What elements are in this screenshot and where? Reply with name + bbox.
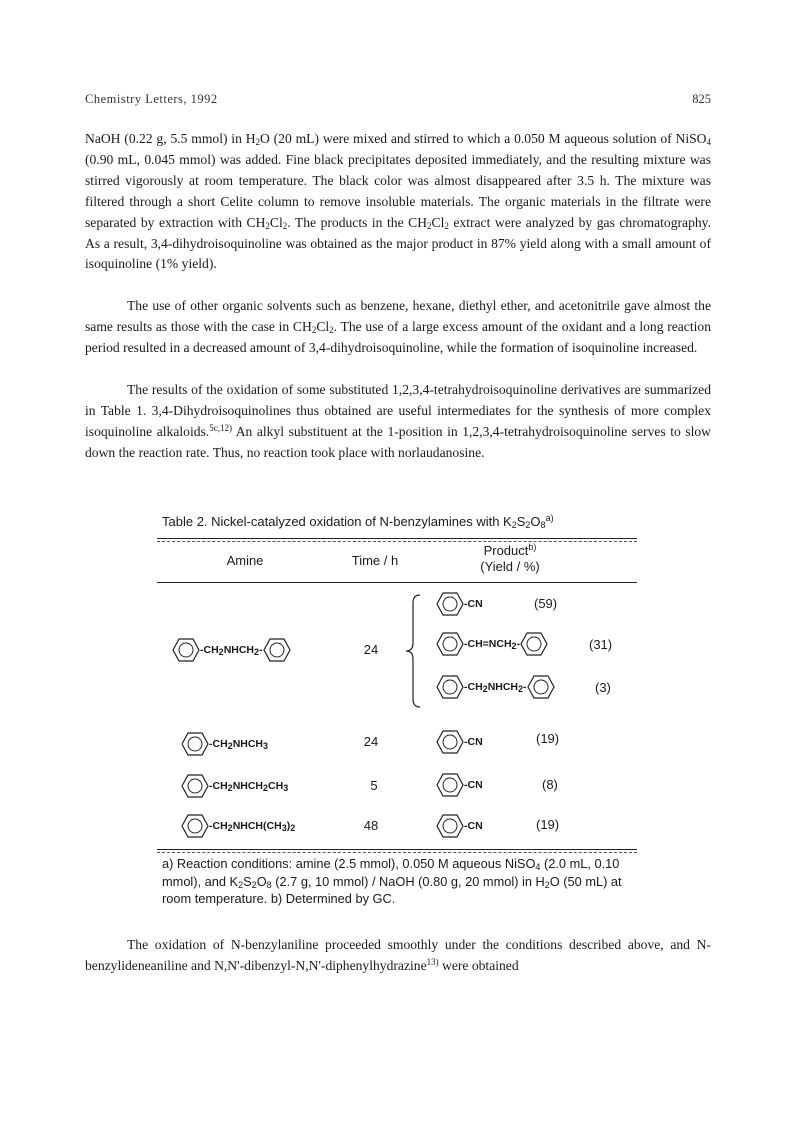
product-label: -CN (464, 598, 483, 610)
text-run: -CH (200, 644, 219, 656)
body-paragraph (85, 129, 711, 275)
subscript: 2 (525, 520, 531, 530)
subscript: 4 (535, 862, 541, 872)
text-run: ) (286, 820, 291, 832)
text-run: NHCH (232, 780, 264, 792)
table-footnotes (162, 855, 642, 908)
text-run: extract were analyzed by gas chromatography. As a result, 3,4-dihydroisoquinoline was obtained as the major product in 87% yield along with a small amount of isoquinoline (1% yield). (85, 214, 711, 272)
table-top-rule (157, 541, 637, 542)
text-run: - (259, 644, 263, 656)
benzene-ring-icon (436, 771, 464, 799)
subscript: 2 (254, 647, 260, 657)
benzene-ring-icon (263, 636, 291, 664)
reference-superscript: 5c,12) (209, 422, 232, 433)
amine-structure (181, 730, 268, 758)
header-yield-label: (Yield / %) (480, 559, 540, 574)
table-header-rule (157, 582, 637, 583)
text-run: S (516, 514, 526, 529)
subscript: 2 (251, 879, 257, 890)
text-run: NHCH (232, 738, 264, 750)
product-structure (436, 812, 483, 840)
benzene-ring-icon (181, 730, 209, 758)
text-run: NHCH (223, 644, 255, 656)
text-run: were obtained (438, 957, 519, 973)
subscript: 2 (511, 520, 517, 530)
subscript: 2 (290, 823, 296, 833)
subscript: 8 (266, 879, 272, 890)
reaction-time: 5 (370, 778, 378, 793)
subscript: 2 (427, 220, 432, 231)
text-run: O (50 mL) at room temperature. b) Determined by GC. (162, 873, 622, 906)
text-run: -CH (209, 780, 228, 792)
subscript: 2 (282, 220, 288, 231)
text-run: (2.0 mL, 0.10 mmol), and K (162, 856, 620, 889)
table-top-rule (157, 538, 637, 539)
text-run: NaOH (0.22 g, 5.5 mmol) in H (85, 131, 256, 146)
product-yield: (31) (589, 637, 613, 652)
reaction-time: 48 (363, 818, 379, 833)
subscript: 2 (482, 684, 488, 694)
subscript: 2 (227, 783, 233, 793)
subscript: 2 (263, 783, 269, 793)
text-run: O (530, 514, 541, 529)
text-run: The results of the oxidation of some substituted 1,2,3,4-tetrahydroisoquinoline derivatives are summarized in Table 1. 3,4-Dihydroisoquinolines thus obtained are useful intermediates for the synthesis of more complex isoquinoline alkaloids. (85, 382, 711, 439)
text-run: An alkyl substituent at the 1-position in 1,2,3,4-tetrahydroisoquinoline serves to slow down the reaction rate. Thus, no reaction took place with norlaudanosine. (85, 423, 711, 460)
text-run: Cl (431, 214, 445, 230)
benzene-ring-icon (172, 636, 200, 664)
amine-structure (181, 772, 288, 800)
text-run: O (256, 873, 267, 889)
amine-structure (172, 636, 291, 664)
reaction-time: 24 (363, 734, 379, 749)
reference-superscript: 13) (426, 956, 439, 967)
subscript: 2 (444, 220, 449, 231)
table-bottom-rule (157, 849, 637, 850)
text-run: -CH (209, 738, 228, 750)
subscript: 2 (227, 823, 233, 833)
product-label: -CN (464, 736, 483, 748)
table-bottom-rule (157, 852, 637, 853)
product-structure (436, 728, 483, 756)
reaction-time: 24 (363, 642, 379, 657)
benzene-ring-icon (181, 812, 209, 840)
product-label: -CN (464, 779, 483, 791)
benzene-ring-icon (436, 630, 464, 658)
subscript: 2 (329, 324, 334, 335)
text-run: Table 2. Nickel-catalyzed oxidation of N-benzylamines with K (162, 514, 512, 529)
product-yield: (59) (534, 596, 558, 611)
product-structure (436, 673, 555, 701)
text-run: a) Reaction conditions: amine (2.5 mmol), 0.050 M aqueous NiSO (162, 856, 536, 871)
text-run: S (243, 873, 252, 889)
footnote-marker: a) (545, 513, 554, 523)
text-run: . The products in the CH (287, 214, 428, 230)
page-number: 825 (692, 92, 711, 106)
benzene-ring-icon (527, 673, 555, 701)
amine-label (209, 780, 288, 792)
subscript: 3 (283, 783, 289, 793)
subscript: 2 (227, 741, 233, 751)
product-label: -CN (464, 820, 483, 832)
subscript: 2 (311, 324, 317, 335)
subscript: 2 (265, 220, 270, 231)
product-yield: (8) (542, 777, 558, 792)
subscript: 2 (218, 647, 224, 657)
subscript: 2 (238, 879, 244, 890)
text-run: NHCH (487, 681, 519, 693)
benzene-ring-icon (181, 772, 209, 800)
subscript: 3 (281, 823, 287, 833)
footnote-marker: b) (528, 542, 537, 552)
benzene-ring-icon (436, 812, 464, 840)
benzene-ring-icon (436, 590, 464, 618)
benzene-ring-icon (436, 673, 464, 701)
body-paragraph (85, 380, 711, 464)
header-product-label: Product (483, 543, 529, 558)
amine-label (209, 738, 268, 750)
text-run: -CH (209, 820, 228, 832)
text-run: The oxidation of N-benzylaniline proceeded smoothly under the conditions described above, and N-benzylideneaniline and N,N'-dibenzyl-N,N'-diphenylhydrazine (85, 937, 711, 973)
text-run: (2.7 g, 10 mmol) / NaOH (0.80 g, 20 mmol) in H (271, 873, 545, 889)
text-run: - (516, 638, 521, 650)
product-structure (436, 630, 548, 658)
header-amine: Amine (226, 553, 264, 568)
benzene-ring-icon (436, 728, 464, 756)
table-caption (162, 514, 554, 529)
product-structure (436, 771, 483, 799)
body-paragraph (85, 935, 711, 977)
product-yield: (19) (536, 731, 560, 746)
text-run: -CH=NCH (464, 638, 512, 650)
benzene-ring-icon (520, 630, 548, 658)
subscript: 4 (706, 137, 711, 147)
text-run: - (523, 681, 527, 693)
header-time: Time / h (351, 553, 399, 568)
text-run: . The use of a large excess amount of the oxidant and a long reaction period resulted in a decreased amount of 3,4-dihydroisoquinoline, while the formation of isoquinoline increased. (85, 318, 711, 355)
product-label (464, 638, 520, 650)
text-run: NHCH(CH (232, 820, 282, 832)
subscript: 2 (544, 879, 550, 890)
text-run: -CH (464, 681, 483, 693)
header-product (455, 543, 565, 575)
amine-label (209, 820, 295, 832)
product-yield: (3) (595, 680, 611, 695)
subscript: 2 (518, 684, 524, 694)
amine-structure (181, 812, 295, 840)
product-structure (436, 590, 483, 618)
text-run: CH (268, 780, 284, 792)
text-run: O (20 mL) were mixed and stirred to which a 0.050 M aqueous solution of NiSO (260, 131, 707, 146)
subscript: 2 (255, 137, 261, 147)
amine-label (200, 644, 263, 656)
product-yield: (19) (536, 817, 560, 832)
text-run: The use of other organic solvents such as benzene, hexane, diethyl ether, and acetonitrile gave almost the same results as those with the case in CH (85, 298, 711, 334)
subscript: 8 (540, 520, 546, 530)
text-run: Cl (316, 318, 330, 334)
product-label (464, 681, 527, 693)
brace-icon (404, 593, 422, 709)
running-head-journal: Chemistry Letters, 1992 (85, 92, 218, 106)
body-paragraph (85, 296, 711, 359)
text-run: (0.90 mL, 0.045 mmol) was added. Fine black precipitates deposited immediately, and the resulting mixture was stirred vigorously at room temperature. The black color was almost disappeared after 3.5 h. The mixture was filtered through a short Celite column to remove insoluble materials. The organic materials in the filtrate were separated by extraction with CH (85, 151, 711, 230)
text-run: Cl (269, 214, 283, 230)
subscript: 3 (263, 741, 269, 751)
subscript: 2 (511, 641, 517, 651)
